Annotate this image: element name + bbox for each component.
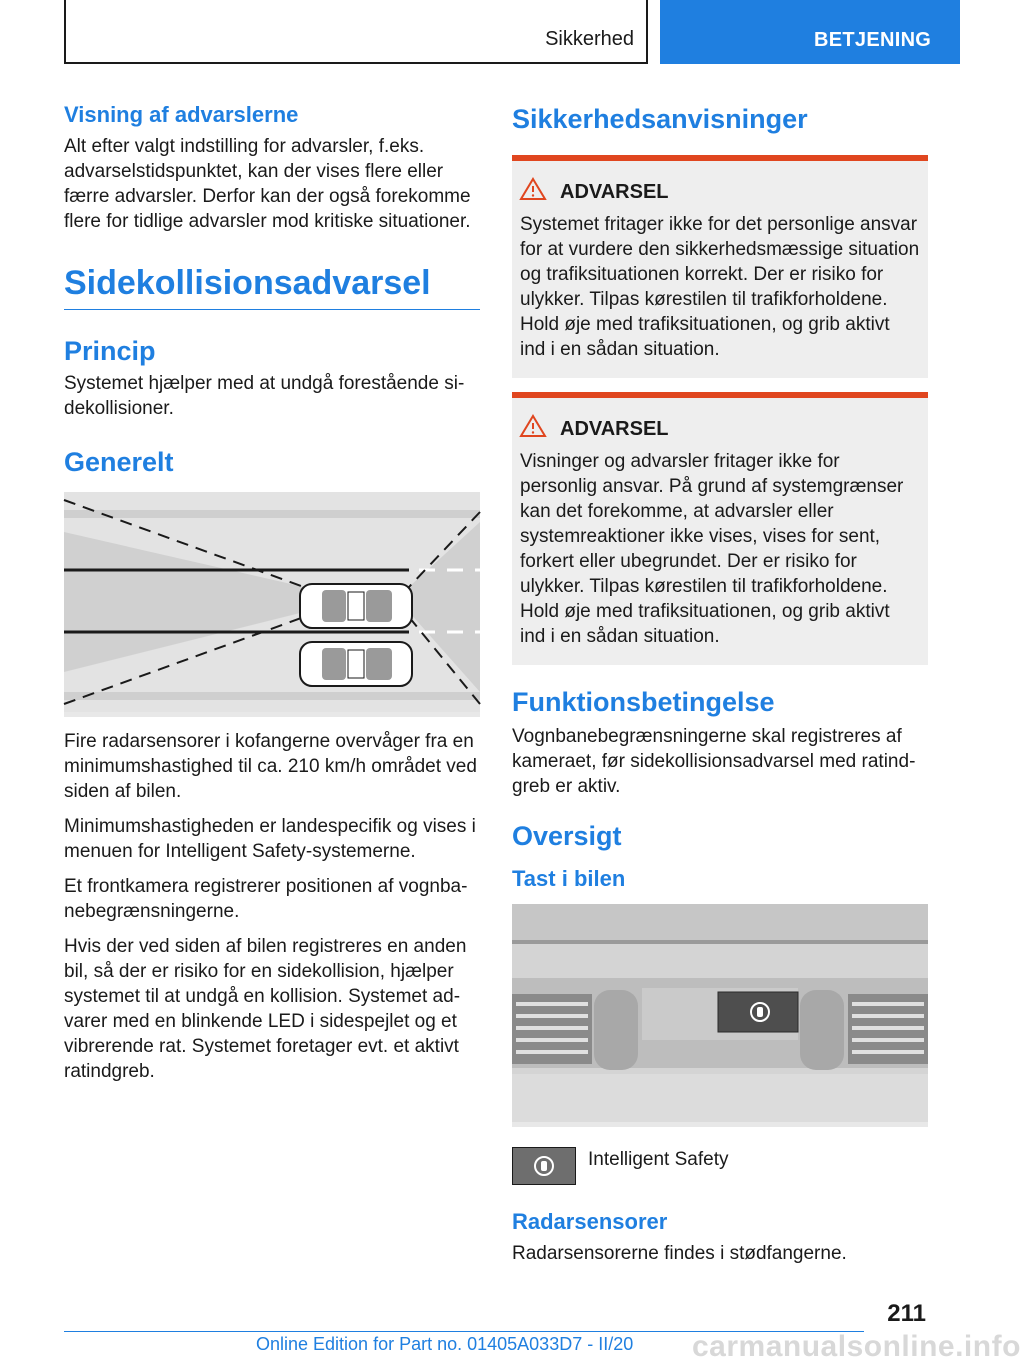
key-legend-row [512, 1147, 928, 1185]
footer-edition: Online Edition for Part no. 01405A033D7 - II/20 [256, 1334, 634, 1354]
heading-sikkerhed: Sikkerhedsanvisninger [512, 104, 808, 134]
warning-box-2 [512, 392, 928, 665]
warning-text-1: Systemet fritager ikke for det personlige ansvar for at vurdere den sikkerhedsmæssige situation og trafiksituationen korrekt. Der er risiko for ulykker. Tilpas kørestilen til trafikforholdene. Hold øje med trafiksituationen, og grib aktivt ind i en sådan situation. [520, 214, 920, 360]
heading-oversigt: Oversigt [512, 821, 622, 851]
lane-diagram-figure [64, 492, 480, 717]
warning-triangle-icon [520, 414, 546, 438]
heading-generelt: Generelt [64, 447, 174, 477]
vent-right [800, 990, 928, 1070]
warning-label: ADVARSEL [560, 181, 669, 203]
header-chapter-tab [660, 0, 960, 64]
paragraph-2: Minimumshastigheden er landespecifik og vises i menuen for Intelligent Safety-systemerne. [64, 816, 476, 862]
dashboard-photo [512, 904, 928, 1127]
intelligent-safety-button[interactable] [512, 1147, 576, 1185]
header-section: Sikkerhed [545, 28, 634, 50]
right-column [512, 100, 928, 1276]
paragraph-funktion: Vognbanebegrænsningerne skal registreres af kameraet, før sidekollisionsadvarsel med ratindgreb er aktiv. [512, 726, 916, 797]
heading-tast: Tast i bilen [512, 866, 626, 891]
lane-diagram [64, 492, 480, 712]
warning-triangle-icon [520, 177, 546, 201]
car-front [300, 584, 412, 628]
heading-princip: Princip [64, 336, 156, 366]
paragraph-1: Fire radarsensorer i kofangerne overvåger fra en minimumshastighed til ca. 210 km/h området ved siden af bilen. [64, 731, 477, 802]
heading-funktion: Funktionsbetingelse [512, 687, 775, 717]
key-label: Intelligent Safety [588, 1149, 729, 1170]
car-rear [300, 642, 412, 686]
warning-text-2: Visninger og advarsler fritager ikke for personlig ansvar. På grund af systemgrænser kan det forekomme, at advarsler eller systemreaktioner ikke vises, vises for sent, forkert eller ubegrundet. Der er risiko for ulykker. Tilpas kørestilen til trafikforholdene. Hold øje med trafiksituationen, og grib aktivt ind i en sådan situation. [520, 451, 904, 647]
paragraph-visning: Alt efter valgt indstilling for advarsler, f.eks. advarselstidspunktet, kan der vises flere eller færre advarsler. Derfor kan der også forekomme flere for tidlige advarsler mod kritiske situationer. [64, 136, 471, 232]
dashboard-button-photo [512, 904, 928, 1122]
page-number: 211 [887, 1300, 926, 1327]
header-chapter-label: BETJENING [814, 29, 932, 51]
paragraph-3: Et frontkamera registrerer positionen af vognbanebegrænsningerne. [64, 876, 468, 922]
heading-visning: Visning af advarslerne [64, 102, 299, 127]
paragraph-princip: Systemet hjælper med at undgå forestående sidekollisioner. [64, 373, 465, 419]
vent-left [512, 990, 638, 1070]
watermark: carmanualsonline.info [692, 1330, 1021, 1363]
intelligent-safety-icon [532, 1154, 556, 1178]
page-title: Sidekollisionsadvarsel [64, 264, 480, 310]
warning-label: ADVARSEL [560, 418, 669, 440]
heading-radar: Radarsensorer [512, 1209, 668, 1234]
left-column [64, 100, 480, 1094]
warning-box-1 [512, 155, 928, 378]
paragraph-4: Hvis der ved siden af bilen registreres en anden bil, så der er risiko for en sidekollision, hjælper systemet til at undgå en kollision. Systemet advarer med en blinkende LED i sidespejlet og et vibrerende rat. Systemet foretager evt. et aktivt ratindgreb. [64, 936, 467, 1082]
paragraph-radar: Radarsensorerne findes i stødfangerne. [512, 1243, 847, 1264]
